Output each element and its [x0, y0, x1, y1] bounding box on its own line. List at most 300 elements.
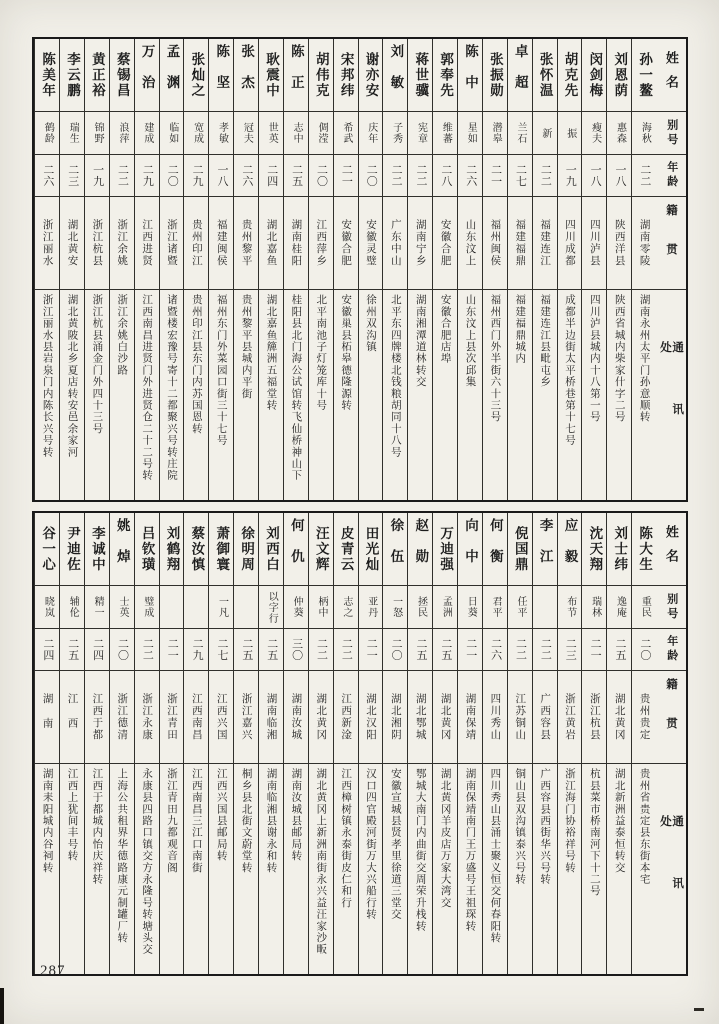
person-alias-cell [359, 585, 383, 628]
person-name-cell [259, 39, 283, 111]
person-address: 湖北黄冈上新洲南街永兴益汪家沙畈 [315, 768, 327, 956]
person-name: 李云鹏 [65, 51, 81, 99]
person-native-cell [533, 670, 557, 763]
person-name-cell [135, 39, 159, 111]
person-address: 四川泸县城内十八第一号 [588, 294, 600, 423]
person-alias-cell [458, 585, 482, 628]
person-name: 黄正裕 [89, 51, 105, 99]
person-age: 二七 [514, 164, 527, 187]
person-alias-cell [209, 111, 233, 154]
person-alias: 孝敏 [216, 122, 228, 144]
person-native-cell [533, 196, 557, 289]
person-name: 刘恩荫 [612, 51, 628, 99]
person-alias: 临如 [166, 122, 178, 144]
person-alias-cell [60, 111, 84, 154]
person-native-cell [60, 196, 84, 289]
person-age-cell [334, 154, 358, 196]
person-column [333, 513, 358, 974]
header-address-cell [656, 763, 686, 970]
person-alias: 子秀 [390, 122, 402, 144]
person-name-cell [558, 513, 582, 585]
person-column [432, 513, 457, 974]
person-name-cell [632, 39, 656, 111]
person-name: 沈天翔 [587, 525, 603, 573]
person-name-cell [184, 513, 208, 585]
person-address: 江西南昌三江口南街 [190, 768, 202, 874]
person-column [283, 513, 308, 974]
person-age-cell [184, 628, 208, 670]
person-address: 湖南汝城县邮局转 [290, 768, 302, 862]
person-native-cell [234, 196, 258, 289]
person-address-cell [359, 289, 383, 500]
person-address-cell [259, 763, 283, 974]
person-alias-cell [209, 585, 233, 628]
person-column [84, 513, 109, 974]
person-alias: 晓岚 [42, 596, 54, 618]
person-name-cell [408, 39, 432, 111]
person-address: 安徽合肥店埠 [439, 294, 451, 365]
person-alias: 瑞林 [589, 596, 601, 618]
person-name: 姚焯 [114, 517, 130, 581]
person-address-cell [184, 289, 208, 500]
person-name: 陈正 [288, 43, 304, 107]
person-native: 贵州贵定 [638, 693, 650, 741]
person-name-cell [483, 39, 507, 111]
person-native: 福建福鼎 [514, 219, 526, 267]
person-native: 浙江永康 [141, 693, 153, 741]
person-name-cell [433, 39, 457, 111]
person-name: 李江 [537, 517, 553, 581]
person-name: 孙一鳌 [637, 51, 653, 99]
person-age-cell [284, 628, 308, 670]
person-alias: 庆年 [365, 122, 377, 144]
person-address-cell [209, 763, 233, 974]
person-column [208, 39, 233, 500]
person-name: 闵剑梅 [587, 51, 603, 99]
person-age: 二一 [340, 164, 353, 187]
person-age: 一九 [564, 164, 577, 187]
person-age: 二六 [240, 164, 253, 187]
person-name-cell [234, 39, 258, 111]
person-age-cell [209, 628, 233, 670]
person-native-cell [632, 670, 656, 763]
person-name: 宋邦纬 [338, 51, 354, 99]
person-column [283, 39, 308, 500]
person-column [482, 39, 507, 500]
person-alias: 倜滢 [315, 122, 327, 144]
person-age: 二九 [191, 164, 204, 187]
person-name: 万迪强 [438, 525, 454, 573]
person-name: 李诚中 [89, 525, 105, 573]
header-age-cell [656, 154, 686, 196]
person-native: 湖南桂阳 [290, 219, 302, 267]
person-address: 湖南永州太平门孙意顺转 [638, 294, 650, 423]
person-address-cell [160, 289, 184, 500]
person-address-cell [383, 289, 407, 500]
person-address-cell [85, 289, 109, 500]
person-alias-cell [508, 585, 532, 628]
person-alias-cell [160, 585, 184, 628]
person-address-cell [458, 289, 482, 500]
person-native-cell [35, 670, 59, 763]
person-native: 浙江德清 [116, 693, 128, 741]
person-name: 耿震中 [264, 51, 280, 99]
person-address: 永康县四路口镇交方永隆号转塘头交 [141, 768, 153, 956]
person-native: 湖南宁乡 [414, 219, 426, 267]
person-column [457, 513, 482, 974]
person-age-cell [632, 628, 656, 670]
person-native: 江西南昌 [190, 693, 202, 741]
person-age-cell [558, 154, 582, 196]
person-column [109, 513, 134, 974]
person-alias: 重民 [639, 596, 651, 618]
person-column [258, 39, 283, 500]
person-address: 江西于都城内怡庆祥转 [91, 768, 103, 885]
person-native: 浙江青田 [165, 693, 177, 741]
person-age: 二一 [365, 638, 378, 661]
person-alias: 海秋 [639, 122, 651, 144]
person-name-cell [632, 513, 656, 585]
person-address-cell [533, 763, 557, 974]
person-native: 湖北黄安 [66, 219, 78, 267]
person-name: 谢亦安 [363, 51, 379, 99]
person-alias-cell [135, 111, 159, 154]
person-native: 广西容县 [539, 693, 551, 741]
person-native: 浙江丽水 [41, 219, 53, 267]
person-alias-cell [408, 111, 432, 154]
person-age-cell [234, 154, 258, 196]
person-name-cell [284, 513, 308, 585]
person-alias: 希武 [340, 122, 352, 144]
person-native: 湖北黄冈 [613, 693, 625, 741]
person-age: 二五 [290, 164, 303, 187]
person-address-cell [582, 763, 606, 974]
person-name: 徐伍 [388, 517, 404, 581]
person-native: 湖北湘阴 [389, 693, 401, 741]
person-name-cell [582, 39, 606, 111]
person-age: 二九 [191, 638, 204, 661]
person-column [183, 39, 208, 500]
person-address-cell [110, 763, 134, 974]
header-name-cell [656, 39, 686, 111]
person-name-cell [383, 513, 407, 585]
person-address: 山东汶上县次邱集 [464, 294, 476, 388]
person-address-cell [284, 289, 308, 500]
person-alias: 一怒 [390, 596, 402, 618]
person-age: 二五 [613, 638, 626, 661]
person-column [258, 513, 283, 974]
person-native: 安徽合肥 [340, 219, 352, 267]
person-native-cell [458, 670, 482, 763]
person-native: 江西萍乡 [315, 219, 327, 267]
person-age: 二二 [315, 638, 328, 661]
person-age: 二二 [539, 164, 552, 187]
header-native: 籍贯 [665, 677, 678, 757]
person-name: 谷一心 [40, 525, 56, 573]
person-column [358, 513, 383, 974]
person-alias: 惠森 [614, 122, 626, 144]
person-column [233, 39, 258, 500]
person-alias-cell [284, 111, 308, 154]
person-alias-cell [309, 111, 333, 154]
person-age: 二二 [414, 164, 427, 187]
person-address-cell [607, 289, 631, 500]
person-native-cell [483, 196, 507, 289]
person-name-cell [209, 513, 233, 585]
header-native-cell [656, 670, 686, 763]
person-native-cell [35, 196, 59, 289]
person-alias: 冠夫 [241, 122, 253, 144]
person-age-cell [359, 628, 383, 670]
person-address-cell [632, 763, 656, 974]
person-native-cell [184, 670, 208, 763]
person-age-cell [558, 628, 582, 670]
person-name-cell [533, 39, 557, 111]
person-address-cell [284, 763, 308, 974]
person-column [606, 39, 631, 500]
person-age: 二六 [489, 638, 502, 661]
person-alias: 宽成 [191, 122, 203, 144]
person-alias-cell [408, 585, 432, 628]
person-alias: 瘦夫 [589, 122, 601, 144]
person-address: 鄂城大南门内曲街交周荣升栈转 [414, 768, 426, 932]
person-address-cell [135, 763, 159, 974]
person-address: 江西兴国县邮局转 [215, 768, 227, 862]
person-native-cell [135, 670, 159, 763]
person-name-cell [359, 513, 383, 585]
person-native: 湖南零陵 [638, 219, 650, 267]
header-age: 年龄 [665, 161, 678, 190]
person-age: 二五 [439, 638, 452, 661]
person-alias: 世英 [266, 122, 278, 144]
person-age: 二〇 [315, 164, 328, 187]
person-name: 刘士纬 [612, 525, 628, 573]
person-alias-cell [234, 585, 258, 628]
person-native-cell [85, 670, 109, 763]
person-age: 二五 [240, 638, 253, 661]
person-alias-cell [60, 585, 84, 628]
person-alias-cell [558, 585, 582, 628]
person-alias: 日葵 [465, 596, 477, 618]
person-name: 陈美年 [40, 51, 56, 99]
person-age-cell [35, 628, 59, 670]
person-native-cell [359, 670, 383, 763]
person-name-cell [508, 39, 532, 111]
person-name-cell [35, 39, 59, 111]
person-address-cell [483, 763, 507, 974]
person-address-cell [408, 763, 432, 974]
person-alias: 潜皋 [490, 122, 502, 144]
person-age-cell [110, 628, 134, 670]
person-name: 刘敏 [388, 43, 404, 107]
person-age-cell [607, 154, 631, 196]
person-age-cell [408, 628, 432, 670]
person-age: 二二 [638, 164, 651, 187]
person-native: 四川秀山 [489, 693, 501, 741]
person-alias-cell [359, 111, 383, 154]
person-address: 北平南池子灯笼库十号 [315, 294, 327, 411]
person-native-cell [209, 670, 233, 763]
person-column [134, 513, 159, 974]
person-alias-cell [334, 111, 358, 154]
person-age: 一八 [613, 164, 626, 187]
person-age: 二一 [166, 638, 179, 661]
person-address-cell [508, 763, 532, 974]
person-age-cell [483, 154, 507, 196]
person-address: 北平东四牌楼北钱粮胡同十八号 [389, 294, 401, 458]
person-name-cell [284, 39, 308, 111]
person-column [581, 39, 606, 500]
person-address: 湖北黄冈羊皮店万家大湾交 [439, 768, 451, 909]
person-address-cell [60, 289, 84, 500]
person-native: 湖南临湘 [265, 693, 277, 741]
person-alias: 仲葵 [291, 596, 303, 618]
person-column [34, 39, 59, 500]
person-age-cell [259, 628, 283, 670]
person-alias: 以字行 [266, 590, 278, 624]
person-native-cell [309, 196, 333, 289]
person-native-cell [309, 670, 333, 763]
person-address-cell [60, 763, 84, 974]
person-age-cell [60, 628, 84, 670]
header-alias-cell [656, 111, 686, 154]
person-name-cell [309, 39, 333, 111]
person-native-cell [160, 670, 184, 763]
person-name-cell [309, 513, 333, 585]
person-age-cell [309, 154, 333, 196]
person-name-cell [558, 39, 582, 111]
person-name: 皮青云 [338, 525, 354, 573]
person-age-cell [383, 154, 407, 196]
person-alias: 建成 [141, 122, 153, 144]
person-address-cell [558, 763, 582, 974]
person-native: 湖南 [41, 692, 53, 742]
person-name: 刘鹤翔 [164, 525, 180, 573]
person-age-cell [408, 154, 432, 196]
person-native: 湖北鄂城 [414, 693, 426, 741]
person-address: 湖北黄陂北乡夏店转安邑余家河 [66, 294, 78, 458]
person-native: 福州闽侯 [489, 219, 501, 267]
person-age-cell [483, 628, 507, 670]
person-age: 二二 [340, 638, 353, 661]
person-native-cell [582, 196, 606, 289]
person-native: 贵州黎平 [240, 219, 252, 267]
person-age-cell [359, 154, 383, 196]
person-alias-cell [607, 111, 631, 154]
person-alias: 鹤龄 [42, 122, 54, 144]
person-alias: 星如 [465, 122, 477, 144]
person-address: 成都半边街太平桥巷第十七号 [563, 294, 575, 447]
person-name-cell [135, 513, 159, 585]
person-column [358, 39, 383, 500]
person-column [382, 39, 407, 500]
person-name: 田光灿 [363, 525, 379, 573]
person-age: 二一 [589, 638, 602, 661]
person-name: 张振勋 [487, 51, 503, 99]
person-age: 二二 [390, 164, 403, 187]
person-alias: 浪萍 [116, 122, 128, 144]
person-name-cell [582, 513, 606, 585]
person-alias-cell [433, 585, 457, 628]
person-column [159, 39, 184, 500]
person-age: 二〇 [116, 638, 129, 661]
person-address: 杭县菜市桥南河下十二号 [588, 768, 600, 897]
person-alias-cell [110, 585, 134, 628]
person-native: 湖北黄冈 [439, 693, 451, 741]
person-address: 福建连江县毗屯乡 [539, 294, 551, 388]
person-native-cell [60, 670, 84, 763]
person-native: 江西新淦 [340, 693, 352, 741]
person-name: 卓超 [512, 43, 528, 107]
person-alias: 维蕃 [440, 122, 452, 144]
person-age: 二一 [489, 164, 502, 187]
person-native: 江西于都 [91, 693, 103, 741]
person-name: 陈大生 [637, 525, 653, 573]
header-name: 姓名 [663, 524, 679, 574]
person-native-cell [160, 196, 184, 289]
person-name-cell [85, 513, 109, 585]
person-name: 倪国鼎 [512, 525, 528, 573]
person-alias: 新 [539, 127, 551, 139]
person-age-cell [160, 154, 184, 196]
person-age: 二五 [66, 638, 79, 661]
person-alias-cell [259, 585, 283, 628]
person-address-cell [234, 763, 258, 974]
person-native: 安徽灵璧 [364, 219, 376, 267]
person-address: 福州东门外菜园口街三十七号 [215, 294, 227, 447]
person-native: 四川泸县 [588, 219, 600, 267]
person-alias: 逸庵 [614, 596, 626, 618]
person-address-cell [533, 289, 557, 500]
person-column [84, 39, 109, 500]
person-alias-cell [259, 111, 283, 154]
person-column [482, 513, 507, 974]
person-address: 浙江青田九都观音阁 [165, 768, 177, 874]
person-address: 贵州黎平县城内平街 [240, 294, 252, 400]
person-name: 蒋世骥 [413, 51, 429, 99]
person-age-cell [135, 154, 159, 196]
person-age: 二二 [141, 638, 154, 661]
person-name-cell [160, 39, 184, 111]
header-native-cell [656, 196, 686, 289]
header-age-cell [656, 628, 686, 670]
person-native-cell [607, 196, 631, 289]
person-age-cell [433, 628, 457, 670]
person-column [382, 513, 407, 974]
person-address-cell [483, 289, 507, 500]
person-age: 二三 [564, 638, 577, 661]
person-address: 湖南保靖南门王万盛号王祖琛转 [464, 768, 476, 932]
person-name-cell [607, 513, 631, 585]
person-name-cell [458, 513, 482, 585]
person-native-cell [582, 670, 606, 763]
person-alias-cell [85, 111, 109, 154]
person-native: 江西进贤 [141, 219, 153, 267]
person-address: 桂阳县北门海公试馆转飞仙桥神山下 [290, 294, 302, 482]
person-address: 浙江杭县涌金门外四十三号 [91, 294, 103, 435]
person-name-cell [408, 513, 432, 585]
person-address: 江西上犹间丰号转 [66, 768, 78, 862]
person-column [208, 513, 233, 974]
person-address: 徐州双沟镇 [364, 294, 376, 353]
person-address-cell [160, 763, 184, 974]
person-alias-cell [508, 111, 532, 154]
person-address: 桐乡县北街文蔚堂转 [240, 768, 252, 874]
person-name-cell [209, 39, 233, 111]
person-address: 福建福鼎城内 [514, 294, 526, 365]
person-alias: 任平 [514, 596, 526, 618]
person-age-cell [85, 154, 109, 196]
